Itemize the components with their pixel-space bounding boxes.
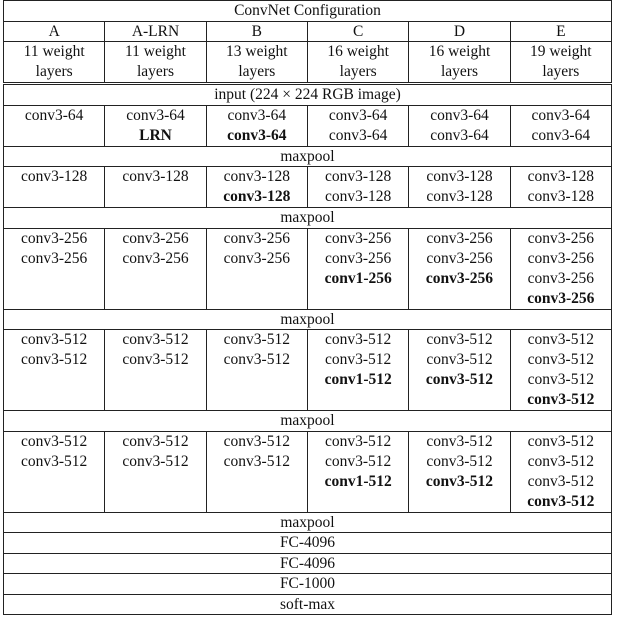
weight-layers-b	[206, 42, 307, 84]
layer-label: conv3-64	[227, 106, 287, 124]
layer-label: conv3-512	[426, 452, 493, 470]
weight-layers-a-lrn	[105, 42, 206, 84]
layer-label: conv3-256	[122, 229, 189, 247]
layer-cell-b	[206, 167, 307, 208]
layer-cell-d	[409, 228, 510, 309]
weight-layers-c	[307, 42, 408, 84]
weight-layers-text: layers	[238, 63, 276, 80]
layer-label: conv1-256	[324, 269, 392, 287]
layer-cell-e	[510, 105, 611, 146]
layer-cell-a-lrn	[105, 105, 206, 146]
column-header-row	[4, 21, 612, 42]
layer-cell-b	[206, 228, 307, 309]
weight-layers-text: layers	[35, 63, 73, 80]
weight-layers-text: layers	[136, 63, 174, 80]
maxpool-label-row	[4, 208, 612, 229]
layer-label: conv3-512	[122, 331, 189, 348]
conv-block-1	[4, 105, 612, 146]
layer-label: conv3-64	[531, 126, 591, 144]
layer-cell-a-lrn	[105, 228, 206, 309]
layer-cell-a	[4, 431, 105, 512]
layer-label: conv3-128	[426, 168, 493, 185]
weight-layers-text: 16 weight	[428, 43, 491, 60]
table-title-row	[4, 1, 612, 22]
conv-block-4	[4, 330, 612, 411]
layer-label: conv3-128	[223, 188, 291, 205]
layer-cell-a	[4, 330, 105, 411]
layer-cell-b	[206, 431, 307, 512]
layer-label: conv3-64	[328, 126, 388, 144]
layer-cell-a	[4, 105, 105, 146]
classifier-layer-label: FC-1000	[4, 574, 612, 595]
layer-label: conv1-512	[324, 371, 392, 388]
convnet-configuration-table	[3, 0, 612, 615]
input-label: input (224 × 224 RGB image)	[4, 84, 612, 106]
conv-block-5	[4, 431, 612, 512]
layer-label: conv3-256	[527, 249, 594, 267]
layer-label: conv3-256	[21, 229, 88, 247]
layer-label: conv3-128	[325, 168, 392, 185]
layer-cell-d	[409, 167, 510, 208]
layer-cell-a-lrn	[105, 330, 206, 411]
layer-cell-e	[510, 431, 611, 512]
weight-layers-text: layers	[339, 63, 377, 80]
layer-cell-e	[510, 167, 611, 208]
maxpool-label-row	[4, 146, 612, 167]
layer-label: conv3-512	[527, 492, 595, 510]
layer-label: conv3-256	[21, 249, 88, 267]
weight-layers-text: 19 weight	[530, 43, 592, 60]
classifier-layer-label-row	[4, 553, 612, 574]
weight-layers-text: 16 weight	[327, 43, 389, 60]
layer-label: conv3-256	[527, 289, 595, 307]
layer-label: conv3-512	[527, 472, 594, 490]
weight-layers-e	[510, 42, 611, 84]
layer-label: conv3-512	[425, 472, 494, 490]
layer-label: conv3-256	[223, 229, 290, 247]
layer-label: conv3-512	[325, 452, 392, 470]
layer-cell-b	[206, 330, 307, 411]
layer-label: conv3-128	[527, 168, 594, 185]
maxpool-label: maxpool	[4, 411, 612, 432]
column-header-b: B	[206, 21, 307, 42]
layer-label: conv3-64	[430, 106, 489, 124]
weight-layers-text: layers	[542, 63, 580, 80]
layer-label: conv3-128	[122, 168, 189, 185]
layer-label: conv3-512	[325, 432, 392, 450]
conv-block-3	[4, 228, 612, 309]
layer-label: conv3-256	[527, 229, 594, 247]
layer-label: conv3-64	[227, 126, 287, 144]
column-header-e: E	[510, 21, 611, 42]
layer-cell-c	[307, 105, 408, 146]
conv-block-2	[4, 167, 612, 208]
layer-label: conv1-512	[324, 472, 392, 490]
maxpool-label: maxpool	[4, 146, 612, 167]
maxpool-label: maxpool	[4, 208, 612, 229]
layer-label: conv3-512	[21, 432, 88, 450]
layer-label: conv3-512	[122, 351, 189, 368]
layer-label: conv3-512	[425, 371, 494, 388]
column-header-a-lrn: A-LRN	[105, 21, 206, 42]
table-title: ConvNet Configuration	[4, 1, 612, 22]
layer-cell-d	[409, 330, 510, 411]
layer-label: conv3-128	[426, 188, 493, 205]
layer-label: conv3-64	[24, 106, 84, 124]
layer-label: conv3-256	[527, 269, 594, 287]
layer-label: conv3-512	[426, 331, 493, 348]
maxpool-label-row	[4, 411, 612, 432]
layer-label: conv3-256	[325, 249, 392, 267]
layer-cell-a	[4, 167, 105, 208]
layer-label: conv3-512	[527, 371, 594, 388]
maxpool-label: maxpool	[4, 309, 612, 330]
column-header-c: C	[307, 21, 408, 42]
layer-label: conv3-256	[425, 269, 494, 287]
layer-cell-d	[409, 431, 510, 512]
layer-label: LRN	[139, 126, 172, 144]
layer-cell-e	[510, 330, 611, 411]
layer-label: conv3-256	[426, 229, 493, 247]
maxpool-label: maxpool	[4, 512, 612, 533]
layer-label: conv3-512	[21, 452, 88, 470]
weight-layers-row	[4, 42, 612, 84]
layer-label: conv3-64	[531, 106, 591, 124]
layer-label: conv3-512	[223, 452, 290, 470]
layer-label: conv3-64	[430, 126, 489, 144]
layer-label: conv3-512	[527, 391, 595, 408]
layer-cell-c	[307, 228, 408, 309]
layer-label: conv3-256	[325, 229, 392, 247]
layer-label: conv3-512	[21, 331, 88, 348]
layer-label: conv3-128	[527, 188, 594, 205]
layer-cell-a-lrn	[105, 167, 206, 208]
weight-layers-text: 11 weight	[124, 43, 186, 60]
layer-cell-c	[307, 167, 408, 208]
layer-label: conv3-512	[325, 351, 392, 368]
layer-cell-d	[409, 105, 510, 146]
layer-label: conv3-512	[527, 432, 594, 450]
layer-label: conv3-512	[122, 432, 189, 450]
layer-cell-a	[4, 228, 105, 309]
layer-label: conv3-512	[21, 351, 88, 368]
classifier-layer-label-row	[4, 533, 612, 554]
weight-layers-d	[409, 42, 510, 84]
weight-layers-text: 11 weight	[23, 43, 85, 60]
classifier-layer-label: FC-4096	[4, 533, 612, 554]
layer-cell-a-lrn	[105, 431, 206, 512]
classifier-layer-label-row	[4, 574, 612, 595]
layer-label: conv3-128	[325, 188, 392, 205]
maxpool-label-row	[4, 309, 612, 330]
layer-label: conv3-512	[122, 452, 189, 470]
layer-label: conv3-512	[325, 331, 392, 348]
layer-label: conv3-512	[223, 432, 290, 450]
classifier-layer-label: soft-max	[4, 594, 612, 615]
layer-label: conv3-256	[223, 249, 290, 267]
layer-cell-e	[510, 228, 611, 309]
input-label-row	[4, 84, 612, 106]
column-header-a: A	[4, 21, 105, 42]
layer-label: conv3-128	[21, 168, 88, 185]
layer-label: conv3-64	[328, 106, 388, 124]
weight-layers-text: layers	[440, 63, 478, 80]
layer-label: conv3-512	[527, 351, 594, 368]
layer-label: conv3-512	[527, 452, 594, 470]
layer-label: conv3-64	[126, 106, 185, 124]
layer-cell-c	[307, 330, 408, 411]
layer-label: conv3-512	[527, 331, 594, 348]
column-header-d: D	[409, 21, 510, 42]
layer-label: conv3-256	[122, 249, 189, 267]
classifier-layer-label-row	[4, 594, 612, 615]
layer-label: conv3-512	[426, 351, 493, 368]
weight-layers-text: 13 weight	[226, 43, 288, 60]
layer-label: conv3-512	[223, 331, 290, 348]
convnet-config-document	[3, 0, 612, 615]
layer-cell-b	[206, 105, 307, 146]
layer-label: conv3-256	[426, 249, 493, 267]
classifier-layer-label: FC-4096	[4, 553, 612, 574]
maxpool-label-row	[4, 512, 612, 533]
layer-label: conv3-128	[223, 168, 290, 185]
weight-layers-a	[4, 42, 105, 84]
layer-cell-c	[307, 431, 408, 512]
layer-label: conv3-512	[223, 351, 290, 368]
layer-label: conv3-512	[426, 432, 493, 450]
